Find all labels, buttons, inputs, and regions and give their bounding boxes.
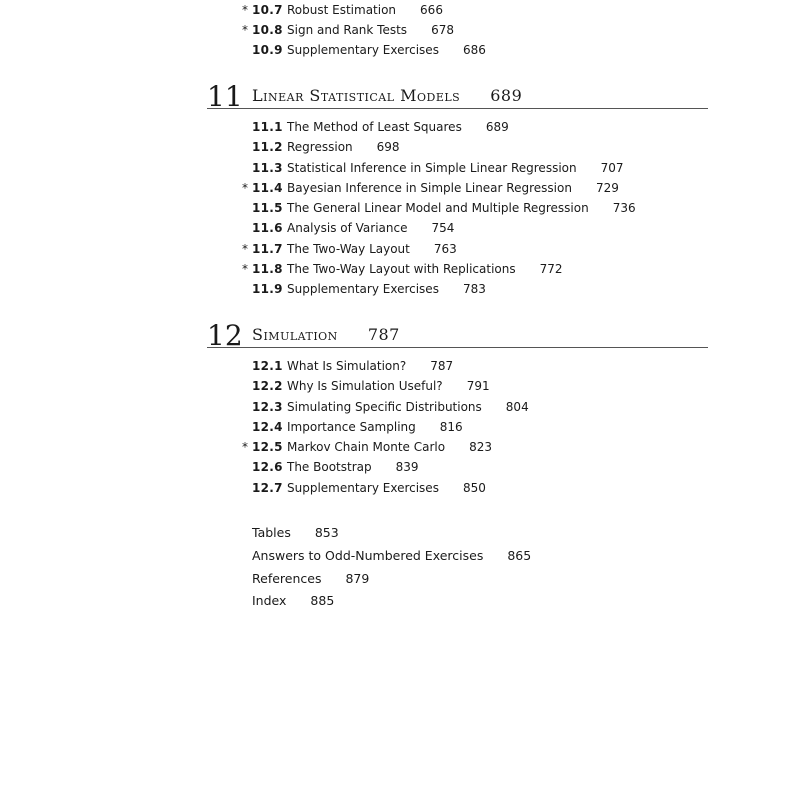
section-title: What Is Simulation? 787 [287, 359, 454, 373]
back-matter-title: Answers to Odd-Numbered Exercises [252, 548, 484, 563]
optional-section-marker: * [242, 440, 248, 454]
page-number: 678 [431, 23, 454, 37]
chapter-heading-11[interactable] [207, 78, 708, 113]
section-title: The Bootstrap 839 [287, 460, 419, 474]
page-number: 689 [490, 86, 523, 105]
section-number: 10.9 [252, 43, 283, 57]
back-matter-title: References [252, 571, 322, 586]
page-number: 772 [539, 262, 563, 276]
page-number: 707 [600, 161, 624, 175]
page-number: 763 [433, 242, 457, 256]
page-number: 850 [462, 481, 486, 495]
section-number: 12.3 [252, 400, 283, 414]
section-number: 12.7 [252, 481, 283, 495]
toc-entry-answers[interactable] [252, 546, 531, 566]
chapter-heading-12[interactable] [207, 317, 708, 352]
page-number: 879 [345, 571, 370, 586]
section-title: Robust Estimation 666 [287, 3, 443, 17]
optional-section-marker: * [242, 242, 248, 256]
page-number: 729 [595, 181, 619, 195]
page-number: 736 [612, 201, 636, 215]
section-title: Supplementary Exercises 686 [287, 43, 486, 57]
page-number: 865 [507, 548, 532, 563]
page-number: 885 [310, 593, 335, 608]
section-title: Sign and Rank Tests 678 [287, 23, 454, 37]
page-number: 698 [376, 140, 400, 154]
chapter-number: 11 [207, 80, 243, 113]
section-title: Regression 698 [287, 140, 400, 154]
page-number: 787 [430, 359, 454, 373]
page-number: 787 [367, 325, 400, 344]
chapter-title: Linear Statistical Models 689 [252, 86, 523, 105]
back-matter-title: Index [252, 593, 287, 608]
section-title: The Method of Least Squares 689 [287, 120, 509, 134]
optional-section-marker: * [242, 23, 248, 37]
page-number: 783 [462, 282, 486, 296]
section-number: 11.9 [252, 282, 283, 296]
section-number: 12.4 [252, 420, 283, 434]
page-number: 804 [505, 400, 529, 414]
page-number: 686 [462, 43, 486, 57]
page-number: 666 [420, 3, 443, 17]
section-title: Why Is Simulation Useful? 791 [287, 379, 490, 393]
section-title: Statistical Inference in Simple Linear Regression 707 [287, 161, 624, 175]
section-title: Analysis of Variance 754 [287, 221, 455, 235]
section-title: Supplementary Exercises 783 [287, 282, 486, 296]
page-number: 839 [395, 460, 419, 474]
section-number: 12.6 [252, 460, 283, 474]
section-title: The Two-Way Layout with Replications 772 [287, 262, 563, 276]
page-number: 754 [431, 221, 455, 235]
page-number: 816 [439, 420, 463, 434]
chapter-number: 12 [207, 319, 243, 352]
optional-section-marker: * [242, 181, 248, 195]
page-number: 689 [485, 120, 509, 134]
section-number: 11.6 [252, 221, 283, 235]
section-title: Simulating Specific Distributions 804 [287, 400, 529, 414]
section-number: 11.1 [252, 120, 283, 134]
section-title: The Two-Way Layout 763 [287, 242, 457, 256]
toc-entry-index[interactable] [252, 591, 334, 611]
section-number: 11.2 [252, 140, 283, 154]
section-number: 10.7 [252, 3, 283, 17]
section-number: 12.1 [252, 359, 283, 373]
section-title: Markov Chain Monte Carlo 823 [287, 440, 492, 454]
section-title: Importance Sampling 816 [287, 420, 463, 434]
section-number: 11.5 [252, 201, 283, 215]
section-title: Supplementary Exercises 850 [287, 481, 486, 495]
section-number: 11.4 [252, 181, 283, 195]
optional-section-marker: * [242, 262, 248, 276]
chapter-title: Simulation 787 [252, 325, 400, 344]
page-number: 791 [466, 379, 490, 393]
section-number: 11.7 [252, 242, 283, 256]
optional-section-marker: * [242, 3, 248, 17]
back-matter-title: Tables [252, 525, 291, 540]
section-number: 11.8 [252, 262, 283, 276]
page-number: 853 [314, 525, 339, 540]
section-number: 10.8 [252, 23, 283, 37]
section-title: The General Linear Model and Multiple Regression 736 [287, 201, 636, 215]
page-number: 823 [469, 440, 492, 454]
section-number: 11.3 [252, 161, 283, 175]
toc-entry-tables[interactable] [252, 523, 339, 543]
section-number: 12.5 [252, 440, 283, 454]
section-number: 12.2 [252, 379, 283, 393]
toc-entry-references[interactable] [252, 569, 369, 589]
section-title: Bayesian Inference in Simple Linear Regression 729 [287, 181, 619, 195]
